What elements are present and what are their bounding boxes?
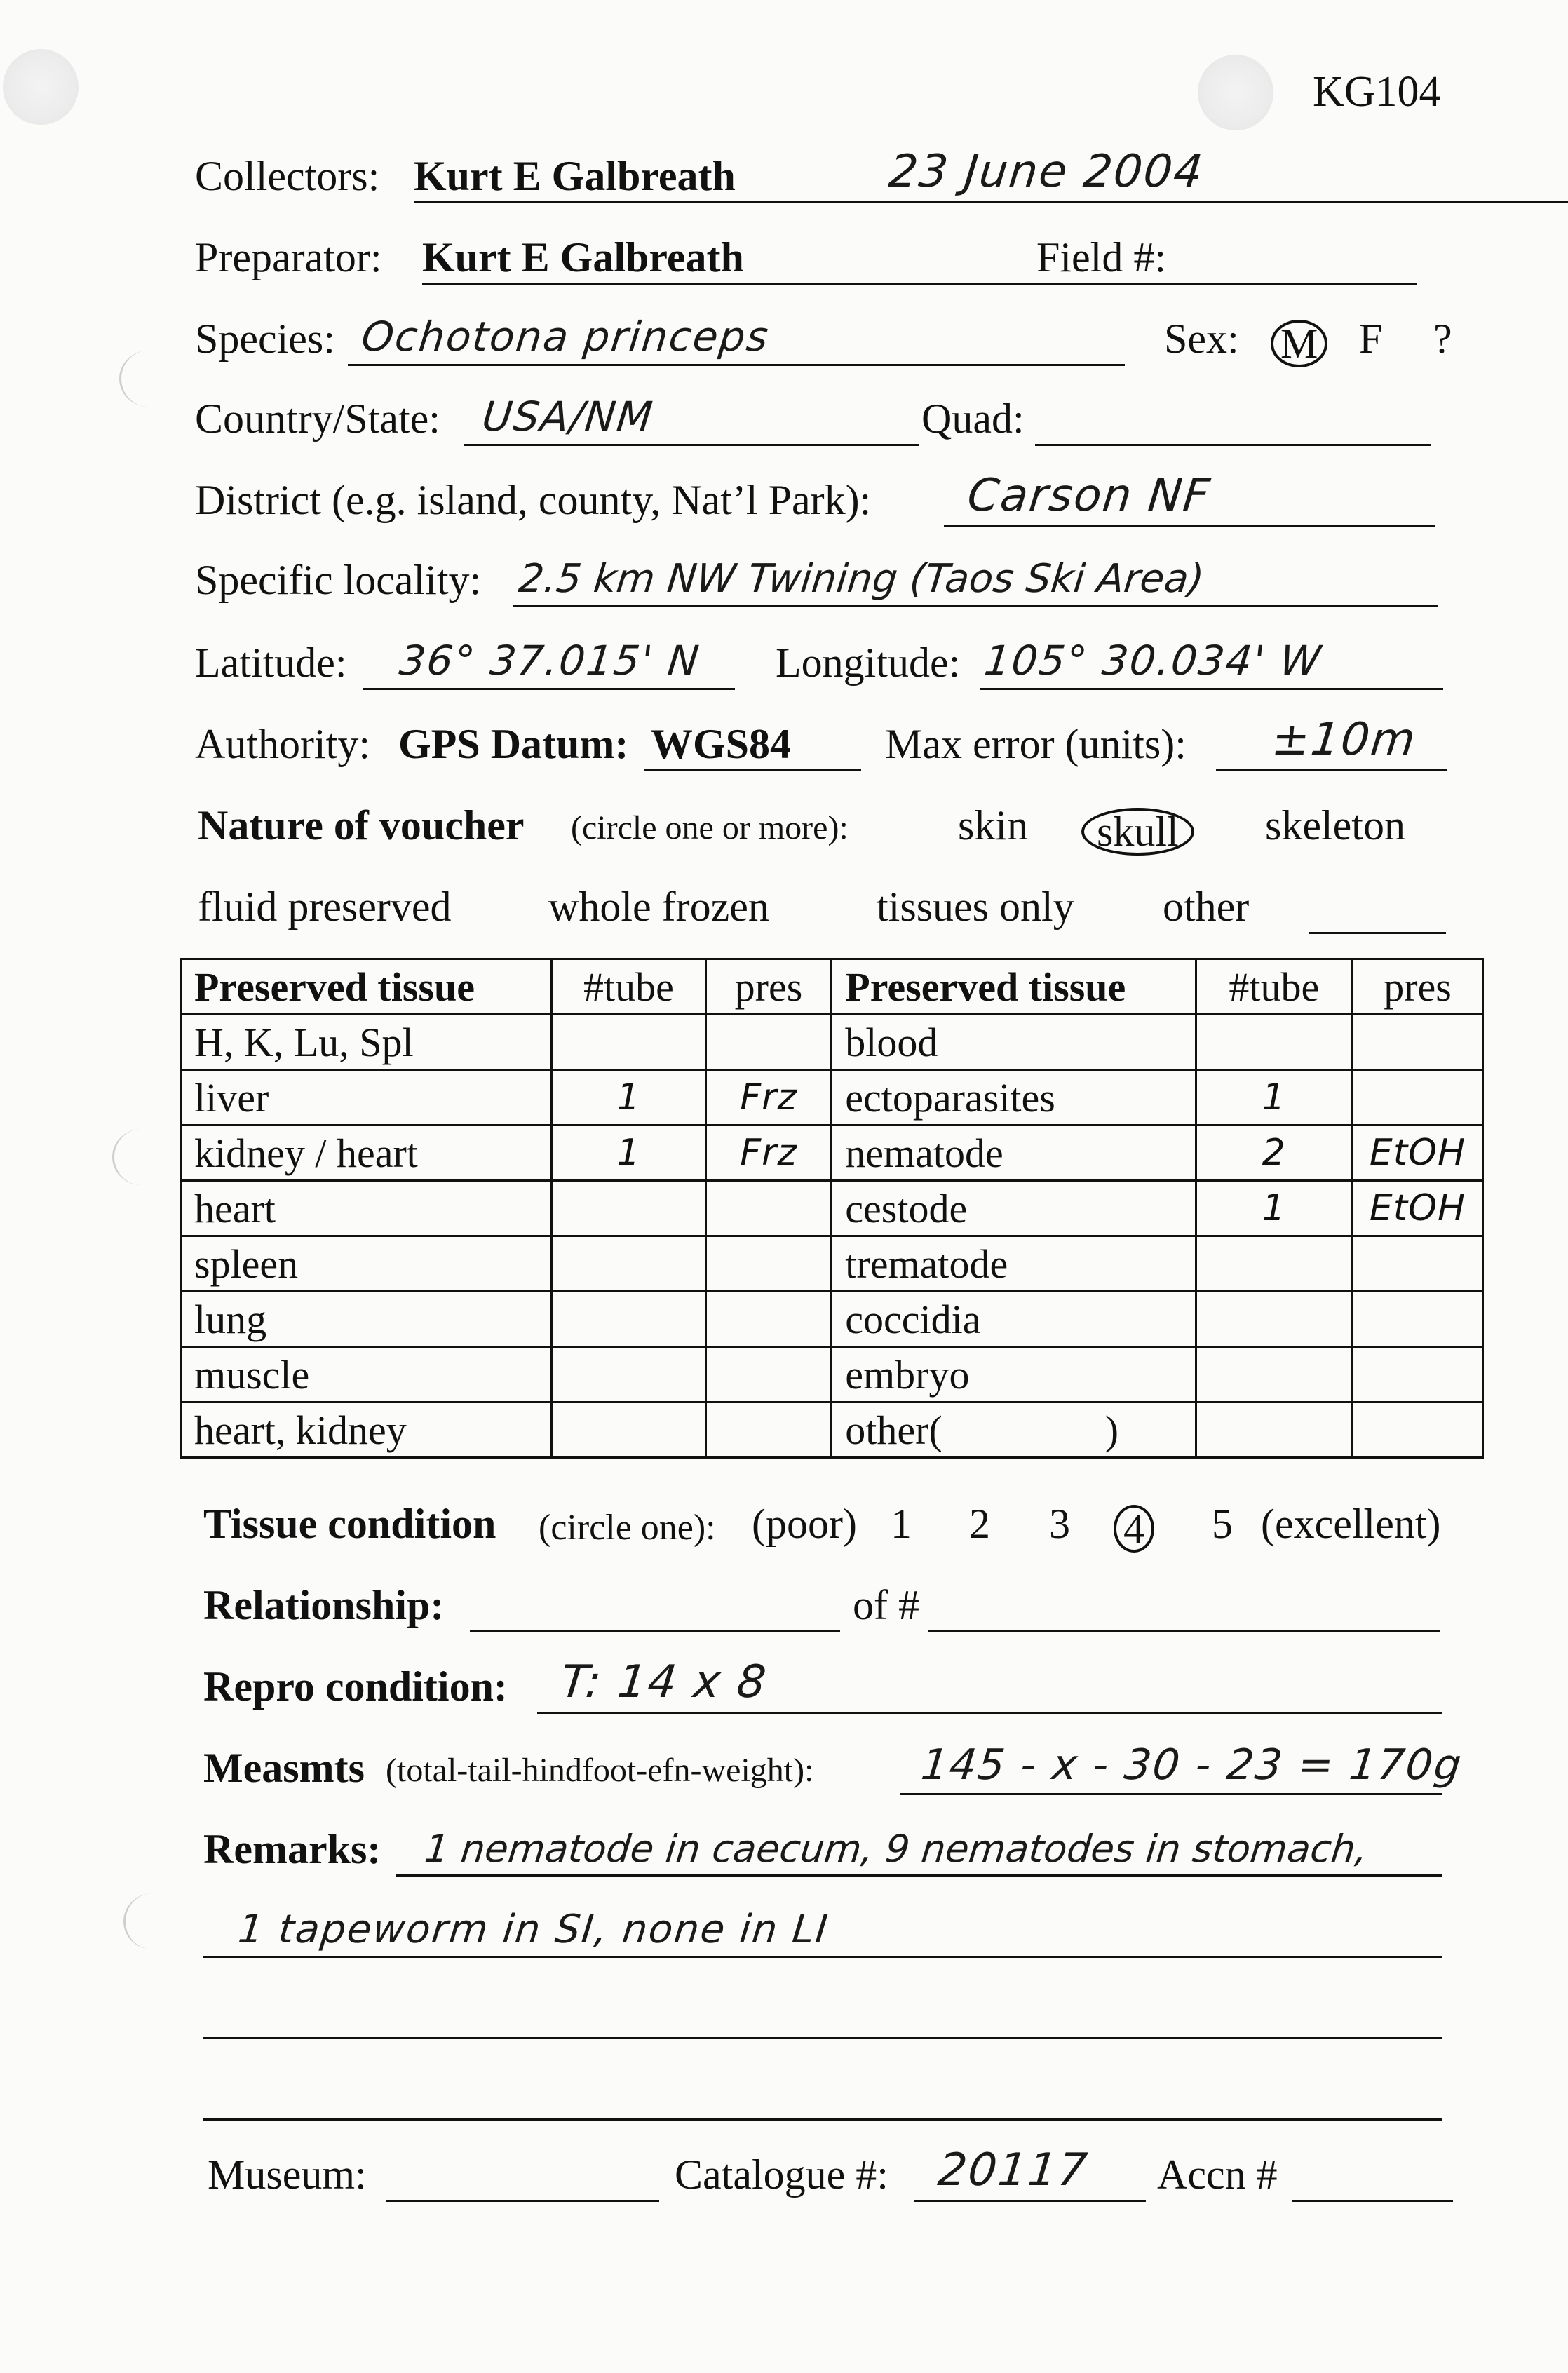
museum-label: Museum: bbox=[208, 2151, 367, 2198]
remarks-row bbox=[203, 1827, 1459, 1884]
remarks-line-1: 1 nematode in caecum, 9 nematodes in stomach, bbox=[422, 1827, 1370, 1871]
table-row bbox=[181, 1070, 1483, 1125]
voucher-row-2 bbox=[195, 885, 1450, 941]
preparator-row bbox=[195, 236, 1443, 292]
voucher-option-tissues-only: tissues only bbox=[877, 884, 1074, 930]
tube-count: 1 bbox=[552, 1070, 706, 1125]
district-line bbox=[944, 525, 1435, 527]
preservation bbox=[705, 1015, 832, 1070]
table-row bbox=[181, 1292, 1483, 1347]
tube-count bbox=[1196, 1402, 1352, 1458]
table-row bbox=[181, 1181, 1483, 1236]
tissue-name: H, K, Lu, Spl bbox=[181, 1015, 552, 1070]
remarks-row-4 bbox=[203, 2071, 1459, 2128]
tube-count bbox=[1196, 1347, 1352, 1402]
measurements-row bbox=[203, 1740, 1465, 1802]
catalogue-label: Catalogue #: bbox=[675, 2151, 888, 2198]
relationship-label: Relationship: bbox=[203, 1582, 445, 1628]
header-preserved-tissue: Preserved tissue bbox=[181, 959, 552, 1015]
datum-line bbox=[644, 769, 861, 771]
punch-hole-right bbox=[1198, 55, 1273, 130]
tissue-condition-poor: (poor) bbox=[752, 1501, 857, 1547]
district-value: Carson NF bbox=[965, 470, 1214, 522]
remarks-row-2 bbox=[203, 1909, 1459, 1965]
tissue-name: lung bbox=[181, 1292, 552, 1347]
header-pres: pres bbox=[705, 959, 832, 1015]
preservation bbox=[1353, 1402, 1483, 1458]
relationship-row bbox=[203, 1583, 1459, 1640]
header-tube-2: #tube bbox=[1196, 959, 1352, 1015]
tube-count bbox=[1196, 1236, 1352, 1292]
latitude-value: 36° 37.015' N bbox=[397, 637, 703, 684]
collectors-line bbox=[414, 201, 1568, 203]
tube-count bbox=[552, 1236, 706, 1292]
collectors-label: Collectors: bbox=[195, 153, 380, 199]
preparator-line bbox=[422, 283, 1231, 285]
sex-option-selected: M bbox=[1271, 320, 1327, 367]
margin-mark bbox=[112, 1129, 170, 1185]
voucher-option-skin: skin bbox=[958, 802, 1029, 849]
punch-hole-left bbox=[3, 49, 79, 125]
sex-label: Sex: bbox=[1164, 316, 1239, 362]
preservation bbox=[1353, 1236, 1483, 1292]
species-label: Species: bbox=[195, 316, 335, 362]
tube-count: 1 bbox=[552, 1125, 706, 1181]
country-line bbox=[464, 444, 919, 446]
repro-line bbox=[537, 1712, 1442, 1714]
remarks-line-4-rule bbox=[203, 2118, 1442, 2121]
table-header-row bbox=[181, 959, 1483, 1015]
tissue-name: trematode bbox=[832, 1236, 1196, 1292]
measurements-value: 145 - x - 30 - 23 = 170g bbox=[919, 1740, 1465, 1790]
field-number-label: Field #: bbox=[1036, 234, 1167, 280]
measurements-hint: (total-tail-hindfoot-efn-weight): bbox=[386, 1752, 814, 1789]
district-row bbox=[195, 470, 1443, 534]
table-row bbox=[181, 1236, 1483, 1292]
remarks-row-3 bbox=[203, 1990, 1459, 2046]
species-line bbox=[348, 364, 1125, 366]
tissue-condition-excellent: (excellent) bbox=[1261, 1501, 1441, 1547]
tissue-name: cestode bbox=[832, 1181, 1196, 1236]
condition-option: 5 bbox=[1212, 1501, 1233, 1547]
sex-option: F bbox=[1359, 316, 1383, 362]
voucher-option-skeleton: skeleton bbox=[1265, 802, 1405, 849]
preservation: Frz bbox=[705, 1070, 832, 1125]
tissue-condition-label: Tissue condition bbox=[203, 1501, 496, 1547]
tissue-name: other( ) bbox=[832, 1402, 1196, 1458]
sex-option: ? bbox=[1433, 316, 1452, 362]
table-row bbox=[181, 1125, 1483, 1181]
country-label: Country/State: bbox=[195, 396, 440, 442]
tissue-condition-hint: (circle one): bbox=[539, 1508, 716, 1548]
table-row bbox=[181, 1015, 1483, 1070]
tissue-name: blood bbox=[832, 1015, 1196, 1070]
locality-row bbox=[195, 558, 1450, 614]
preparator-label: Preparator: bbox=[195, 234, 382, 280]
district-label: District (e.g. island, county, Nat’l Park): bbox=[195, 477, 872, 523]
tube-count bbox=[552, 1402, 706, 1458]
country-value: USA/NM bbox=[480, 393, 656, 440]
tissue-name: liver bbox=[181, 1070, 552, 1125]
tissue-name: kidney / heart bbox=[181, 1125, 552, 1181]
voucher-other-line bbox=[1309, 932, 1446, 934]
voucher-option-other: other bbox=[1163, 884, 1250, 930]
catalogue-value: 20117 bbox=[935, 2144, 1091, 2196]
voucher-option-whole-frozen: whole frozen bbox=[548, 884, 769, 930]
gps-datum-label: GPS Datum: bbox=[398, 721, 629, 767]
latitude-label: Latitude: bbox=[195, 640, 347, 686]
voucher-option-skull-selected: skull bbox=[1081, 808, 1194, 856]
tissue-name: spleen bbox=[181, 1236, 552, 1292]
tube-count bbox=[552, 1292, 706, 1347]
preserved-tissue-table bbox=[180, 958, 1484, 1459]
field-number-line bbox=[1185, 283, 1417, 285]
repro-label: Repro condition: bbox=[203, 1663, 508, 1710]
species-row bbox=[195, 313, 1471, 373]
max-error-value: ±10m bbox=[1269, 714, 1419, 766]
table-row bbox=[181, 1347, 1483, 1402]
voucher-label: Nature of voucher bbox=[198, 802, 525, 849]
tissue-name: heart bbox=[181, 1181, 552, 1236]
tissue-name: ectoparasites bbox=[832, 1070, 1196, 1125]
tube-count bbox=[1196, 1292, 1352, 1347]
voucher-row bbox=[195, 804, 1450, 860]
tube-count: 1 bbox=[1196, 1070, 1352, 1125]
datum-value: WGS84 bbox=[651, 721, 792, 767]
preservation bbox=[705, 1292, 832, 1347]
accn-label: Accn # bbox=[1157, 2151, 1278, 2198]
collectors-row bbox=[195, 146, 1443, 210]
coordinates-row bbox=[195, 637, 1450, 697]
header-tube: #tube bbox=[552, 959, 706, 1015]
authority-row bbox=[195, 714, 1450, 778]
longitude-label: Longitude: bbox=[776, 640, 961, 686]
collection-date: 23 June 2004 bbox=[886, 146, 1207, 198]
preservation: EtOH bbox=[1353, 1181, 1483, 1236]
voucher-hint: (circle one or more): bbox=[571, 809, 849, 846]
preservation bbox=[1353, 1070, 1483, 1125]
header-preserved-tissue-2: Preserved tissue bbox=[832, 959, 1196, 1015]
country-row bbox=[195, 393, 1443, 453]
condition-option: 3 bbox=[1049, 1501, 1070, 1547]
remarks-label: Remarks: bbox=[203, 1826, 381, 1872]
collectors-name: Kurt E Galbreath bbox=[414, 153, 736, 199]
remarks-line bbox=[396, 1874, 1442, 1877]
condition-option-selected: 4 bbox=[1114, 1505, 1154, 1553]
locality-value: 2.5 km NW Twining (Taos Ski Area) bbox=[516, 556, 1207, 602]
margin-mark bbox=[123, 1893, 182, 1949]
locality-line bbox=[513, 605, 1438, 607]
latitude-line bbox=[363, 688, 735, 690]
form-id: KG104 bbox=[1313, 68, 1441, 116]
museum-line bbox=[386, 2200, 659, 2202]
preservation bbox=[1353, 1347, 1483, 1402]
measurements-label: Measmts bbox=[203, 1745, 365, 1791]
preparator-name: Kurt E Galbreath bbox=[422, 234, 744, 280]
condition-option: 1 bbox=[891, 1501, 912, 1547]
condition-option: 2 bbox=[969, 1501, 990, 1547]
table-row bbox=[181, 1402, 1483, 1458]
preservation bbox=[1353, 1292, 1483, 1347]
tube-count bbox=[552, 1015, 706, 1070]
tissue-name: coccidia bbox=[832, 1292, 1196, 1347]
repro-row bbox=[203, 1656, 1459, 1721]
tissue-name: nematode bbox=[832, 1125, 1196, 1181]
preservation bbox=[705, 1236, 832, 1292]
quad-line bbox=[1035, 444, 1431, 446]
repro-value: T: 14 x 8 bbox=[558, 1656, 770, 1708]
preservation bbox=[705, 1347, 832, 1402]
preservation bbox=[705, 1181, 832, 1236]
tube-count bbox=[1196, 1015, 1352, 1070]
remarks-line-2-rule bbox=[203, 1956, 1442, 1958]
tube-count bbox=[552, 1181, 706, 1236]
remarks-line-3-rule bbox=[203, 2037, 1442, 2039]
authority-label: Authority: bbox=[195, 721, 370, 767]
header-pres-2: pres bbox=[1353, 959, 1483, 1015]
preservation: EtOH bbox=[1353, 1125, 1483, 1181]
tissue-name: muscle bbox=[181, 1347, 552, 1402]
relationship-of-line bbox=[928, 1630, 1440, 1632]
catalogue-line bbox=[914, 2200, 1146, 2202]
remarks-line-2: 1 tapeworm in SI, none in LI bbox=[236, 1907, 832, 1952]
tissue-name: heart, kidney bbox=[181, 1402, 552, 1458]
preservation: Frz bbox=[705, 1125, 832, 1181]
max-error-line bbox=[1216, 769, 1447, 771]
longitude-line bbox=[980, 688, 1443, 690]
relationship-of-label: of # bbox=[853, 1582, 919, 1628]
max-error-label: Max error (units): bbox=[885, 721, 1187, 767]
tissue-name: embryo bbox=[832, 1347, 1196, 1402]
longitude-value: 105° 30.034' W bbox=[982, 637, 1325, 684]
preservation bbox=[705, 1402, 832, 1458]
voucher-option-fluid: fluid preserved bbox=[198, 884, 452, 930]
species-value: Ochotona princeps bbox=[359, 313, 772, 360]
tube-count bbox=[552, 1347, 706, 1402]
quad-label: Quad: bbox=[921, 396, 1025, 442]
museum-row bbox=[208, 2144, 1463, 2209]
relationship-line bbox=[470, 1630, 840, 1632]
measurements-line bbox=[900, 1793, 1442, 1795]
margin-mark bbox=[119, 351, 177, 407]
tube-count: 1 bbox=[1196, 1181, 1352, 1236]
tube-count: 2 bbox=[1196, 1125, 1352, 1181]
tissue-condition-row bbox=[203, 1502, 1480, 1558]
locality-label: Specific locality: bbox=[195, 557, 482, 603]
accn-line bbox=[1292, 2200, 1453, 2202]
preservation bbox=[1353, 1015, 1483, 1070]
